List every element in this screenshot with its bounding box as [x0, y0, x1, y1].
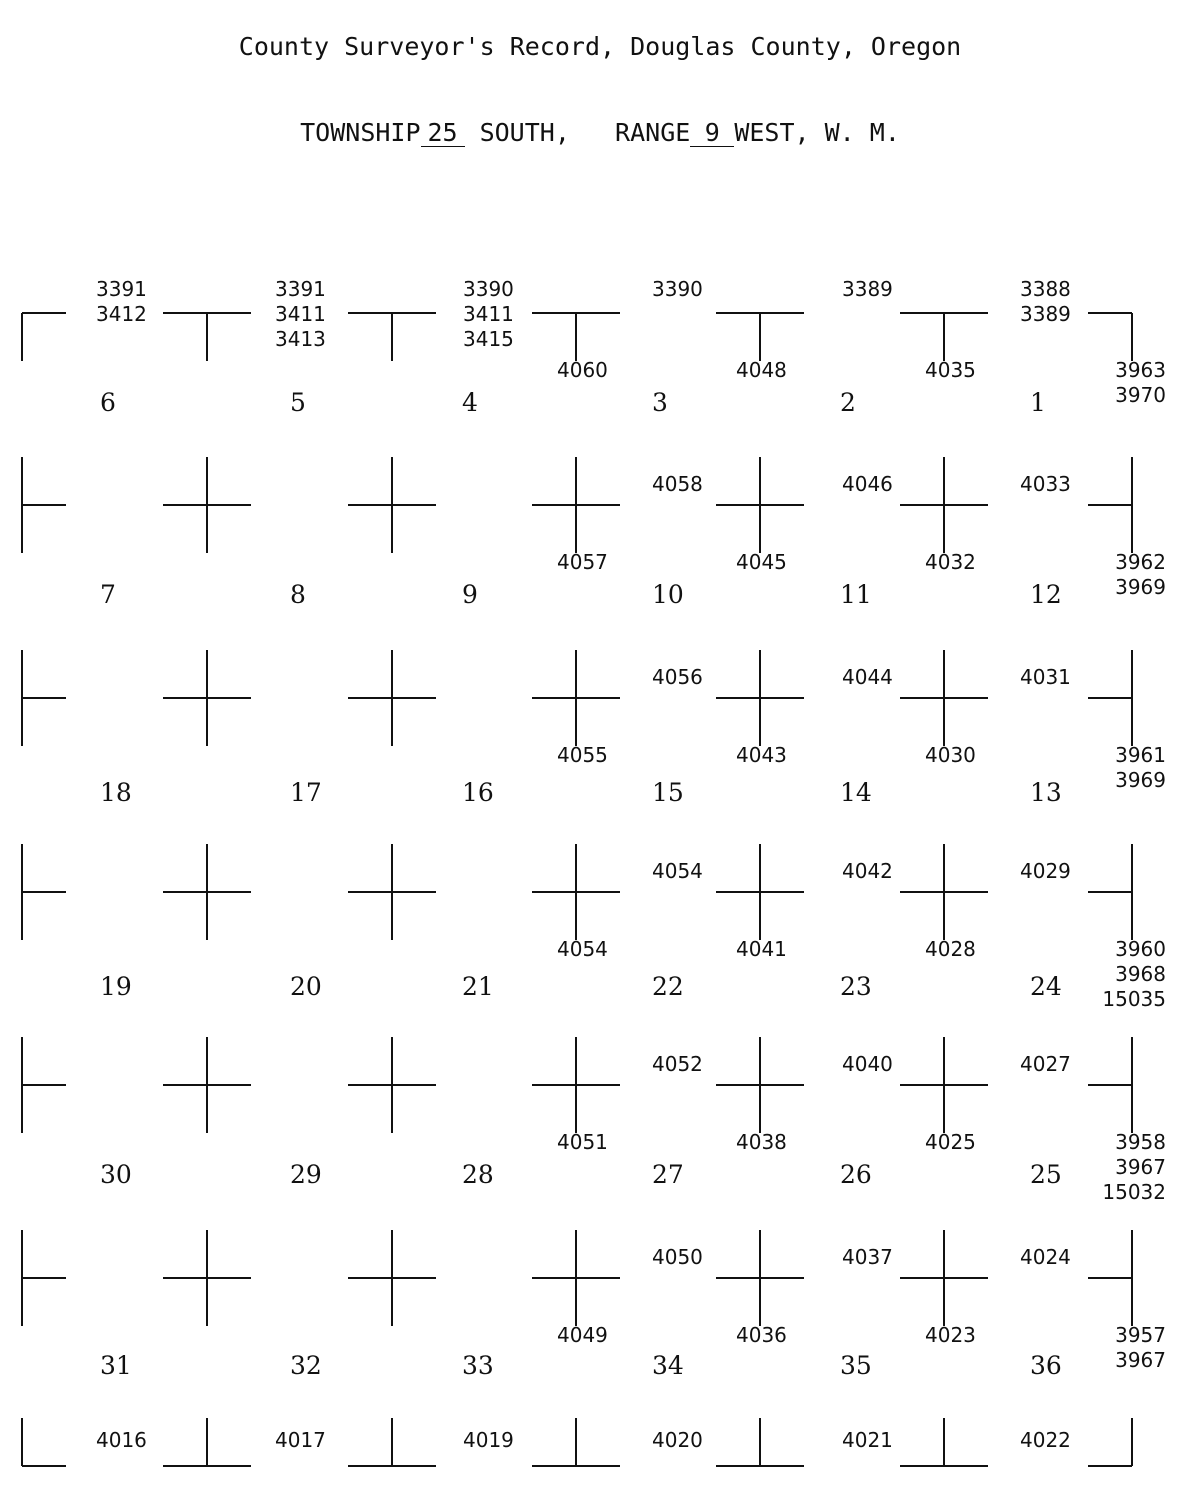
- section-number-19: 19: [100, 972, 132, 1001]
- record-number-lr-1-5: 4048: [736, 358, 787, 382]
- section-number-18: 18: [100, 778, 132, 807]
- record-number-lr-4-4: 4054: [557, 937, 608, 961]
- record-number-lr-3-4: 4055: [557, 743, 608, 767]
- record-number-ul-3-6: 4031: [1020, 665, 1071, 689]
- record-number-e3: 3961 3969: [1115, 743, 1166, 792]
- range-label: RANGE: [615, 118, 691, 147]
- record-number-ul-2-4: 4058: [652, 472, 703, 496]
- record-number-e5: 3958 3967 15032: [1102, 1130, 1166, 1204]
- section-number-28: 28: [462, 1160, 494, 1189]
- range-direction: WEST, W. M.: [734, 118, 900, 147]
- record-number-t4: 3390: [652, 277, 703, 301]
- record-number-lr-5-4: 4051: [557, 1130, 608, 1154]
- section-number-25: 25: [1030, 1160, 1062, 1189]
- section-number-8: 8: [290, 580, 306, 609]
- record-number-ul-2-6: 4033: [1020, 472, 1071, 496]
- section-number-5: 5: [290, 388, 306, 417]
- record-number-lr-4-6: 4028: [925, 937, 976, 961]
- section-number-29: 29: [290, 1160, 322, 1189]
- record-number-ul-3-5: 4044: [842, 665, 893, 689]
- section-number-13: 13: [1030, 778, 1062, 807]
- record-number-lr-2-4: 4057: [557, 550, 608, 574]
- record-number-lr-5-5: 4038: [736, 1130, 787, 1154]
- section-number-36: 36: [1030, 1351, 1062, 1380]
- record-number-e4: 3960 3968 15035: [1102, 937, 1166, 1011]
- record-number-e1: 3963 3970: [1115, 358, 1166, 407]
- section-number-22: 22: [652, 972, 684, 1001]
- section-number-31: 31: [100, 1351, 132, 1380]
- record-number-e2: 3962 3969: [1115, 550, 1166, 599]
- record-number-b4: 4020: [652, 1428, 703, 1452]
- record-number-t5: 3389: [842, 277, 893, 301]
- section-number-4: 4: [462, 388, 478, 417]
- section-number-20: 20: [290, 972, 322, 1001]
- section-number-16: 16: [462, 778, 494, 807]
- record-number-ul-4-6: 4029: [1020, 859, 1071, 883]
- township-label: TOWNSHIP: [300, 118, 421, 147]
- section-number-17: 17: [290, 778, 322, 807]
- section-number-35: 35: [840, 1351, 872, 1380]
- section-number-27: 27: [652, 1160, 684, 1189]
- record-number-ul-5-6: 4027: [1020, 1052, 1071, 1076]
- record-number-lr-5-6: 4025: [925, 1130, 976, 1154]
- section-number-26: 26: [840, 1160, 872, 1189]
- range-number: 9: [690, 120, 734, 147]
- section-number-24: 24: [1030, 972, 1062, 1001]
- section-number-32: 32: [290, 1351, 322, 1380]
- record-number-ul-6-6: 4024: [1020, 1245, 1071, 1269]
- record-number-b5: 4021: [842, 1428, 893, 1452]
- section-number-33: 33: [462, 1351, 494, 1380]
- record-number-lr-3-5: 4043: [736, 743, 787, 767]
- record-number-t2: 3391 3411 3413: [275, 277, 326, 351]
- section-number-1: 1: [1030, 388, 1046, 417]
- record-number-b2: 4017: [275, 1428, 326, 1452]
- record-number-b1: 4016: [96, 1428, 147, 1452]
- record-number-ul-6-5: 4037: [842, 1245, 893, 1269]
- record-number-lr-1-4: 4060: [557, 358, 608, 382]
- record-number-ul-5-4: 4052: [652, 1052, 703, 1076]
- record-number-b6: 4022: [1020, 1428, 1071, 1452]
- section-number-30: 30: [100, 1160, 132, 1189]
- section-number-10: 10: [652, 580, 684, 609]
- section-number-3: 3: [652, 388, 668, 417]
- record-number-t1: 3391 3412: [96, 277, 147, 326]
- record-number-lr-2-6: 4032: [925, 550, 976, 574]
- section-number-7: 7: [100, 580, 116, 609]
- section-number-11: 11: [840, 580, 872, 609]
- record-number-ul-3-4: 4056: [652, 665, 703, 689]
- record-number-ul-5-5: 4040: [842, 1052, 893, 1076]
- record-number-t3: 3390 3411 3415: [463, 277, 514, 351]
- record-number-ul-6-4: 4050: [652, 1245, 703, 1269]
- township-direction: SOUTH,: [464, 118, 616, 147]
- record-number-lr-1-6: 4035: [925, 358, 976, 382]
- section-number-6: 6: [100, 388, 116, 417]
- record-number-b3: 4019: [463, 1428, 514, 1452]
- section-number-9: 9: [462, 580, 478, 609]
- record-number-lr-3-6: 4030: [925, 743, 976, 767]
- section-number-15: 15: [652, 778, 684, 807]
- record-number-lr-6-5: 4036: [736, 1323, 787, 1347]
- record-number-lr-4-5: 4041: [736, 937, 787, 961]
- section-number-21: 21: [462, 972, 494, 1001]
- record-number-ul-4-4: 4054: [652, 859, 703, 883]
- record-number-ul-4-5: 4042: [842, 859, 893, 883]
- township-number: 25: [421, 120, 465, 147]
- section-number-34: 34: [652, 1351, 684, 1380]
- record-number-lr-6-4: 4049: [557, 1323, 608, 1347]
- record-number-lr-2-5: 4045: [736, 550, 787, 574]
- record-number-e6: 3957 3967: [1115, 1323, 1166, 1372]
- section-number-14: 14: [840, 778, 872, 807]
- record-number-t6: 3388 3389: [1020, 277, 1071, 326]
- section-number-2: 2: [840, 388, 856, 417]
- section-number-12: 12: [1030, 580, 1062, 609]
- record-number-ul-2-5: 4046: [842, 472, 893, 496]
- section-number-23: 23: [840, 972, 872, 1001]
- record-number-lr-6-6: 4023: [925, 1323, 976, 1347]
- record-title: County Surveyor's Record, Douglas County, Oregon: [238, 32, 962, 61]
